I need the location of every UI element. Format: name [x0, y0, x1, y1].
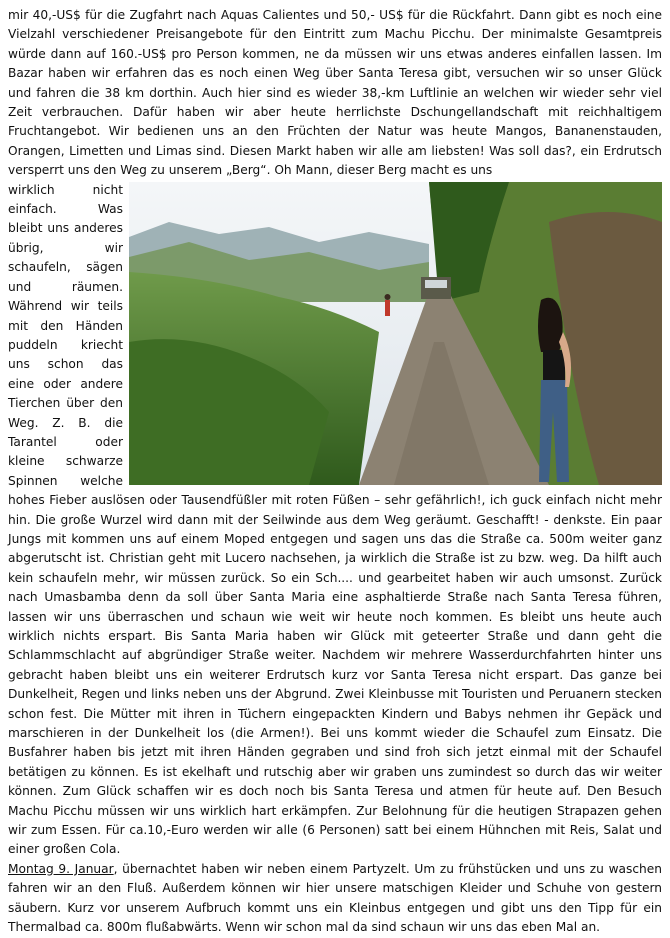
date-paragraph	[8, 860, 662, 938]
intro-paragraph: mir 40,-US$ für die Zugfahrt nach Aquas Calientes und 50,- US$ für die Rückfahrt. Dann gibt es noch eine Vielzahl verschiedener Preisangebote für den Eintritt zum Machu Picchu. Der minimalste Gesamtpreis würde dann auf 160.-US$ pro Person kommen, ne da müssen wir uns etwas anderes einfallen lassen. Im Bazar haben wir erfahren das es noch einen Weg über Santa Teresa gibt, versuchen wir so unser Glück und fahren die 38 km dorthin. Auch hier sind es wieder 38,-km Luftlinie an welchen wir wieder sehr viel Zeit verbrauchen. Dafür haben wir aber heute herrlichste Dschungellandschaft mit reichhaltigem Fruchtangebot. Wir bedienen uns an den Früchten der Natur was heute Mangos, Bananenstauden, Orangen, Limetten und Limas sind. Diesen Markt haben wir alle am liebsten! Was soll das?, ein Erdrutsch versperrt uns den Weg zu unserem „Berg“. Oh Mann, dieser Berg macht es uns	[8, 8, 662, 178]
final-text: , übernachtet haben wir neben einem Partyzelt. Um zu frühstücken und uns zu waschen fahren wir an den Fluß. Außerdem können wir hier unsere matschigen Kleider und Schuhe von gestern säubern. Kurz vor unserem Aufbruch kommt uns ein Kleinbus entgegen und gibt uns den Tipp für ein Thermalbad ca. 800m flußabwärts. Wenn wir schon mal da sind schaun wir uns das eben Mal an.	[8, 861, 662, 935]
photo-illustration	[129, 182, 662, 485]
landslide-road-photo	[129, 182, 662, 485]
main-paragraph: wirklich nicht einfach. Was bleibt uns anderes übrig, wir schaufeln, sägen und räumen. Während wir teils mit den Händen puddeln kriecht uns schon das eine oder andere Tierchen über den Weg. Z. B. die Tarantel oder kleine schwarze Spinnen welche hohes Fieber auslösen oder Tausendfüßler mit roten Füßen – sehr gefährlich!, ich guck einfach nicht mehr hin. Die große Wurzel wird dann mit der Seilwinde aus dem Weg geräumt. Geschafft! - denkste. Ein paar Jungs mit kommen uns auf einem Moped entgegen und sagen uns das die Straße ca. 500m weiter ganz abgerutscht ist. Christian geht mit Lucero nachsehen, ja wirklich die Straße ist zu bzw. weg. Da hilft auch kein schaufeln mehr, wir müssen zurück. So ein Sch.... und gearbeitet haben wir auch umsonst. Zurück nach Umasbamba denn da soll über Santa Maria eine asphaltierde Straße nach Santa Teresa führen, lassen wir uns überraschen und schaun wie weit wir heute noch kommen. Es bleibt uns heute auch wirklich nichts erspart. Bis Santa Maria haben wir Glück mit geteerter Straße und dann geht die Schlammschlacht auf abgründiger Straße weiter. Nachdem wir mehrere Wasserdurchfahrten hinter uns gebracht haben bleibt uns ein weiterer Erdrutsch kurz vor Santa Teresa nicht erspart. Das ganze bei Dunkelheit, Regen und links neben uns der Abgrund. Zwei Kleinbusse mit Touristen und Peruanern stecken schon fest. Die Mütter mit ihren in Tüchern eingepackten Kindern und Babys nehmen ihr Gepäck und marschieren in der Dunkelheit los (die Armen!). Bei uns kommt wieder die Schaufel zum Einsatz. Die Busfahrer haben bis jetzt mit ihren Händen gegraben und sind froh sich jetzt einmal mit der Schaufel betätigen zu können. Es ist ekelhaft und rutschig aber wir graben uns zumindest so durch das wir weiter können. Zum Glück schaffen wir es doch noch bis Santa Teresa und atmen für heute auf. Den Besuch Machu Picchu müssen wir uns wirklich hart erkämpfen. Zur Belohnung für die heutigen Strapazen gehen wir zum Essen. Für ca.10,-Euro werden wir alle (6 Personen) satt bei einem Hühnchen mit Reis, Salat und einer großen Cola.	[8, 182, 662, 857]
date-heading: Montag 9. Januar	[8, 861, 114, 876]
